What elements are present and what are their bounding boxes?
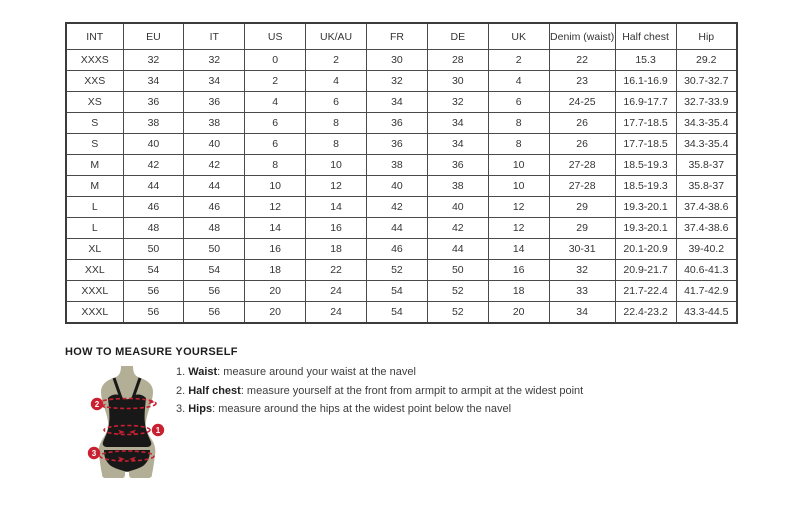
measure-step: 3. Hips: measure around the hips at the widest point below the navel: [176, 403, 512, 415]
size-value-cell: 42: [123, 155, 184, 176]
size-value-cell: 39-40.2: [676, 239, 737, 260]
size-value-cell: 24: [306, 302, 367, 324]
size-value-cell: 23: [549, 71, 615, 92]
size-value-cell: 21.7-22.4: [615, 281, 676, 302]
size-value-cell: 18.5-19.3: [615, 176, 676, 197]
column-header: US: [245, 23, 306, 50]
size-value-cell: 32: [427, 92, 488, 113]
size-value-cell: 54: [184, 260, 245, 281]
size-value-cell: 8: [488, 113, 549, 134]
size-value-cell: 34.3-35.4: [676, 134, 737, 155]
measure-step: 1. Waist: measure around your waist at the navel: [176, 366, 416, 378]
size-label-cell: XXL: [66, 260, 123, 281]
measure-instructions: [176, 363, 583, 419]
size-value-cell: 16.9-17.7: [615, 92, 676, 113]
size-value-cell: 19.3-20.1: [615, 218, 676, 239]
size-value-cell: 36: [367, 113, 428, 134]
table-row: [66, 92, 737, 113]
size-value-cell: 36: [123, 92, 184, 113]
size-value-cell: 14: [488, 239, 549, 260]
size-value-cell: 29.2: [676, 50, 737, 71]
size-value-cell: 34: [184, 71, 245, 92]
size-value-cell: 0: [245, 50, 306, 71]
size-value-cell: 18: [488, 281, 549, 302]
size-value-cell: 4: [488, 71, 549, 92]
size-value-cell: 30.7-32.7: [676, 71, 737, 92]
size-value-cell: 34.3-35.4: [676, 113, 737, 134]
measure-section-heading: HOW TO MEASURE YOURSELF: [65, 346, 238, 358]
size-value-cell: 37.4-38.6: [676, 218, 737, 239]
size-value-cell: 10: [488, 176, 549, 197]
measure-step-label: Hips: [188, 403, 213, 415]
size-value-cell: 56: [184, 302, 245, 324]
size-value-cell: 44: [123, 176, 184, 197]
size-value-cell: 34: [367, 92, 428, 113]
table-row: [66, 218, 737, 239]
size-value-cell: 6: [245, 134, 306, 155]
size-value-cell: 2: [488, 50, 549, 71]
size-value-cell: 50: [123, 239, 184, 260]
size-value-cell: 52: [427, 302, 488, 324]
size-value-cell: 46: [123, 197, 184, 218]
measure-step-label: Waist: [188, 366, 218, 378]
column-header: Half chest: [615, 23, 676, 50]
size-value-cell: 22: [549, 50, 615, 71]
svg-text:3: 3: [91, 449, 97, 458]
size-value-cell: 35.8-37: [676, 155, 737, 176]
size-value-cell: 42: [184, 155, 245, 176]
size-value-cell: 48: [184, 218, 245, 239]
column-header: UK: [488, 23, 549, 50]
size-value-cell: 38: [184, 113, 245, 134]
size-value-cell: 15.3: [615, 50, 676, 71]
size-value-cell: 12: [245, 197, 306, 218]
table-row: [66, 134, 737, 155]
size-value-cell: 24: [306, 281, 367, 302]
size-value-cell: 30: [427, 71, 488, 92]
size-value-cell: 56: [123, 281, 184, 302]
size-value-cell: 32: [184, 50, 245, 71]
size-value-cell: 36: [427, 155, 488, 176]
size-value-cell: 24-25: [549, 92, 615, 113]
size-value-cell: 40: [367, 176, 428, 197]
size-value-cell: 30: [367, 50, 428, 71]
size-value-cell: 14: [245, 218, 306, 239]
size-value-cell: 16.1-16.9: [615, 71, 676, 92]
size-value-cell: 42: [367, 197, 428, 218]
size-value-cell: 38: [427, 176, 488, 197]
size-value-cell: 10: [306, 155, 367, 176]
measure-step: 2. Half chest: measure yourself at the front from armpit to armpit at the widest point: [176, 384, 584, 397]
size-value-cell: 6: [245, 113, 306, 134]
size-value-cell: 32.7-33.9: [676, 92, 737, 113]
size-value-cell: 40: [123, 134, 184, 155]
size-value-cell: 20: [245, 281, 306, 302]
size-value-cell: 8: [306, 113, 367, 134]
size-value-cell: 56: [184, 281, 245, 302]
size-value-cell: 41.7-42.9: [676, 281, 737, 302]
size-value-cell: 48: [123, 218, 184, 239]
column-header: Hip: [676, 23, 737, 50]
size-value-cell: 27-28: [549, 155, 615, 176]
size-value-cell: 22: [306, 260, 367, 281]
size-value-cell: 16: [488, 260, 549, 281]
size-value-cell: 18: [245, 260, 306, 281]
table-row: [66, 197, 737, 218]
column-header: INT: [66, 23, 123, 50]
size-chart-body: [66, 50, 737, 324]
size-value-cell: 22.4-23.2: [615, 302, 676, 324]
size-value-cell: 20.1-20.9: [615, 239, 676, 260]
size-value-cell: 34: [123, 71, 184, 92]
column-header: IT: [184, 23, 245, 50]
size-value-cell: 10: [488, 155, 549, 176]
size-value-cell: 32: [549, 260, 615, 281]
hip-badge: [88, 447, 100, 459]
size-label-cell: XXXL: [66, 302, 123, 324]
column-header: Denim (waist): [549, 23, 615, 50]
size-value-cell: 34: [427, 134, 488, 155]
size-chart-table: [65, 22, 738, 324]
size-label-cell: L: [66, 218, 123, 239]
size-value-cell: 36: [184, 92, 245, 113]
size-value-cell: 20: [245, 302, 306, 324]
size-value-cell: 32: [367, 71, 428, 92]
size-label-cell: XXXL: [66, 281, 123, 302]
size-value-cell: 54: [367, 302, 428, 324]
size-value-cell: 40: [184, 134, 245, 155]
size-value-cell: 30-31: [549, 239, 615, 260]
size-label-cell: M: [66, 155, 123, 176]
size-value-cell: 56: [123, 302, 184, 324]
size-value-cell: 34: [427, 113, 488, 134]
size-value-cell: 27-28: [549, 176, 615, 197]
size-value-cell: 35.8-37: [676, 176, 737, 197]
size-value-cell: 44: [427, 239, 488, 260]
size-value-cell: 18: [306, 239, 367, 260]
size-value-cell: 4: [245, 92, 306, 113]
size-value-cell: 20.9-21.7: [615, 260, 676, 281]
column-header: FR: [367, 23, 428, 50]
size-value-cell: 6: [306, 92, 367, 113]
size-value-cell: 54: [367, 281, 428, 302]
size-value-cell: 8: [306, 134, 367, 155]
size-value-cell: 44: [184, 176, 245, 197]
svg-text:1: 1: [155, 426, 161, 435]
size-value-cell: 50: [184, 239, 245, 260]
table-row: [66, 176, 737, 197]
size-value-cell: 4: [306, 71, 367, 92]
size-value-cell: 37.4-38.6: [676, 197, 737, 218]
size-value-cell: 17.7-18.5: [615, 134, 676, 155]
column-header: EU: [123, 23, 184, 50]
svg-text:2: 2: [94, 400, 100, 409]
size-value-cell: 46: [184, 197, 245, 218]
size-label-cell: XXS: [66, 71, 123, 92]
size-value-cell: 26: [549, 113, 615, 134]
size-value-cell: 2: [306, 50, 367, 71]
waist-badge: [152, 424, 164, 436]
size-value-cell: 18.5-19.3: [615, 155, 676, 176]
size-value-cell: 20: [488, 302, 549, 324]
size-value-cell: 52: [427, 281, 488, 302]
size-label-cell: L: [66, 197, 123, 218]
size-value-cell: 29: [549, 197, 615, 218]
size-value-cell: 12: [488, 218, 549, 239]
table-row: [66, 155, 737, 176]
size-chart-header: [66, 23, 737, 50]
size-value-cell: 10: [245, 176, 306, 197]
table-row: [66, 302, 737, 324]
size-value-cell: 40.6-41.3: [676, 260, 737, 281]
size-value-cell: 46: [367, 239, 428, 260]
size-label-cell: XXXS: [66, 50, 123, 71]
size-label-cell: XL: [66, 239, 123, 260]
size-value-cell: 40: [427, 197, 488, 218]
size-value-cell: 8: [245, 155, 306, 176]
size-value-cell: 8: [488, 134, 549, 155]
table-row: [66, 71, 737, 92]
size-value-cell: 16: [245, 239, 306, 260]
table-row: [66, 260, 737, 281]
table-row: [66, 113, 737, 134]
size-value-cell: 12: [488, 197, 549, 218]
measure-step-label: Half chest: [188, 384, 241, 397]
size-value-cell: 14: [306, 197, 367, 218]
camisole-top: [103, 394, 152, 447]
measurement-illustration: [77, 366, 183, 484]
chest-badge: [91, 398, 103, 410]
size-label-cell: S: [66, 113, 123, 134]
size-value-cell: 52: [367, 260, 428, 281]
table-row: [66, 281, 737, 302]
size-label-cell: S: [66, 134, 123, 155]
size-value-cell: 44: [367, 218, 428, 239]
size-value-cell: 29: [549, 218, 615, 239]
size-value-cell: 34: [549, 302, 615, 324]
size-label-cell: XS: [66, 92, 123, 113]
size-label-cell: M: [66, 176, 123, 197]
size-value-cell: 12: [306, 176, 367, 197]
size-value-cell: 6: [488, 92, 549, 113]
header-row: [66, 23, 737, 50]
size-value-cell: 42: [427, 218, 488, 239]
column-header: DE: [427, 23, 488, 50]
size-value-cell: 38: [367, 155, 428, 176]
size-value-cell: 28: [427, 50, 488, 71]
column-header: UK/AU: [306, 23, 367, 50]
size-value-cell: 19.3-20.1: [615, 197, 676, 218]
size-value-cell: 43.3-44.5: [676, 302, 737, 324]
table-row: [66, 50, 737, 71]
size-value-cell: 50: [427, 260, 488, 281]
table-row: [66, 239, 737, 260]
size-value-cell: 16: [306, 218, 367, 239]
size-value-cell: 2: [245, 71, 306, 92]
size-value-cell: 36: [367, 134, 428, 155]
size-value-cell: 32: [123, 50, 184, 71]
size-value-cell: 33: [549, 281, 615, 302]
size-value-cell: 38: [123, 113, 184, 134]
size-value-cell: 26: [549, 134, 615, 155]
size-value-cell: 17.7-18.5: [615, 113, 676, 134]
size-value-cell: 54: [123, 260, 184, 281]
